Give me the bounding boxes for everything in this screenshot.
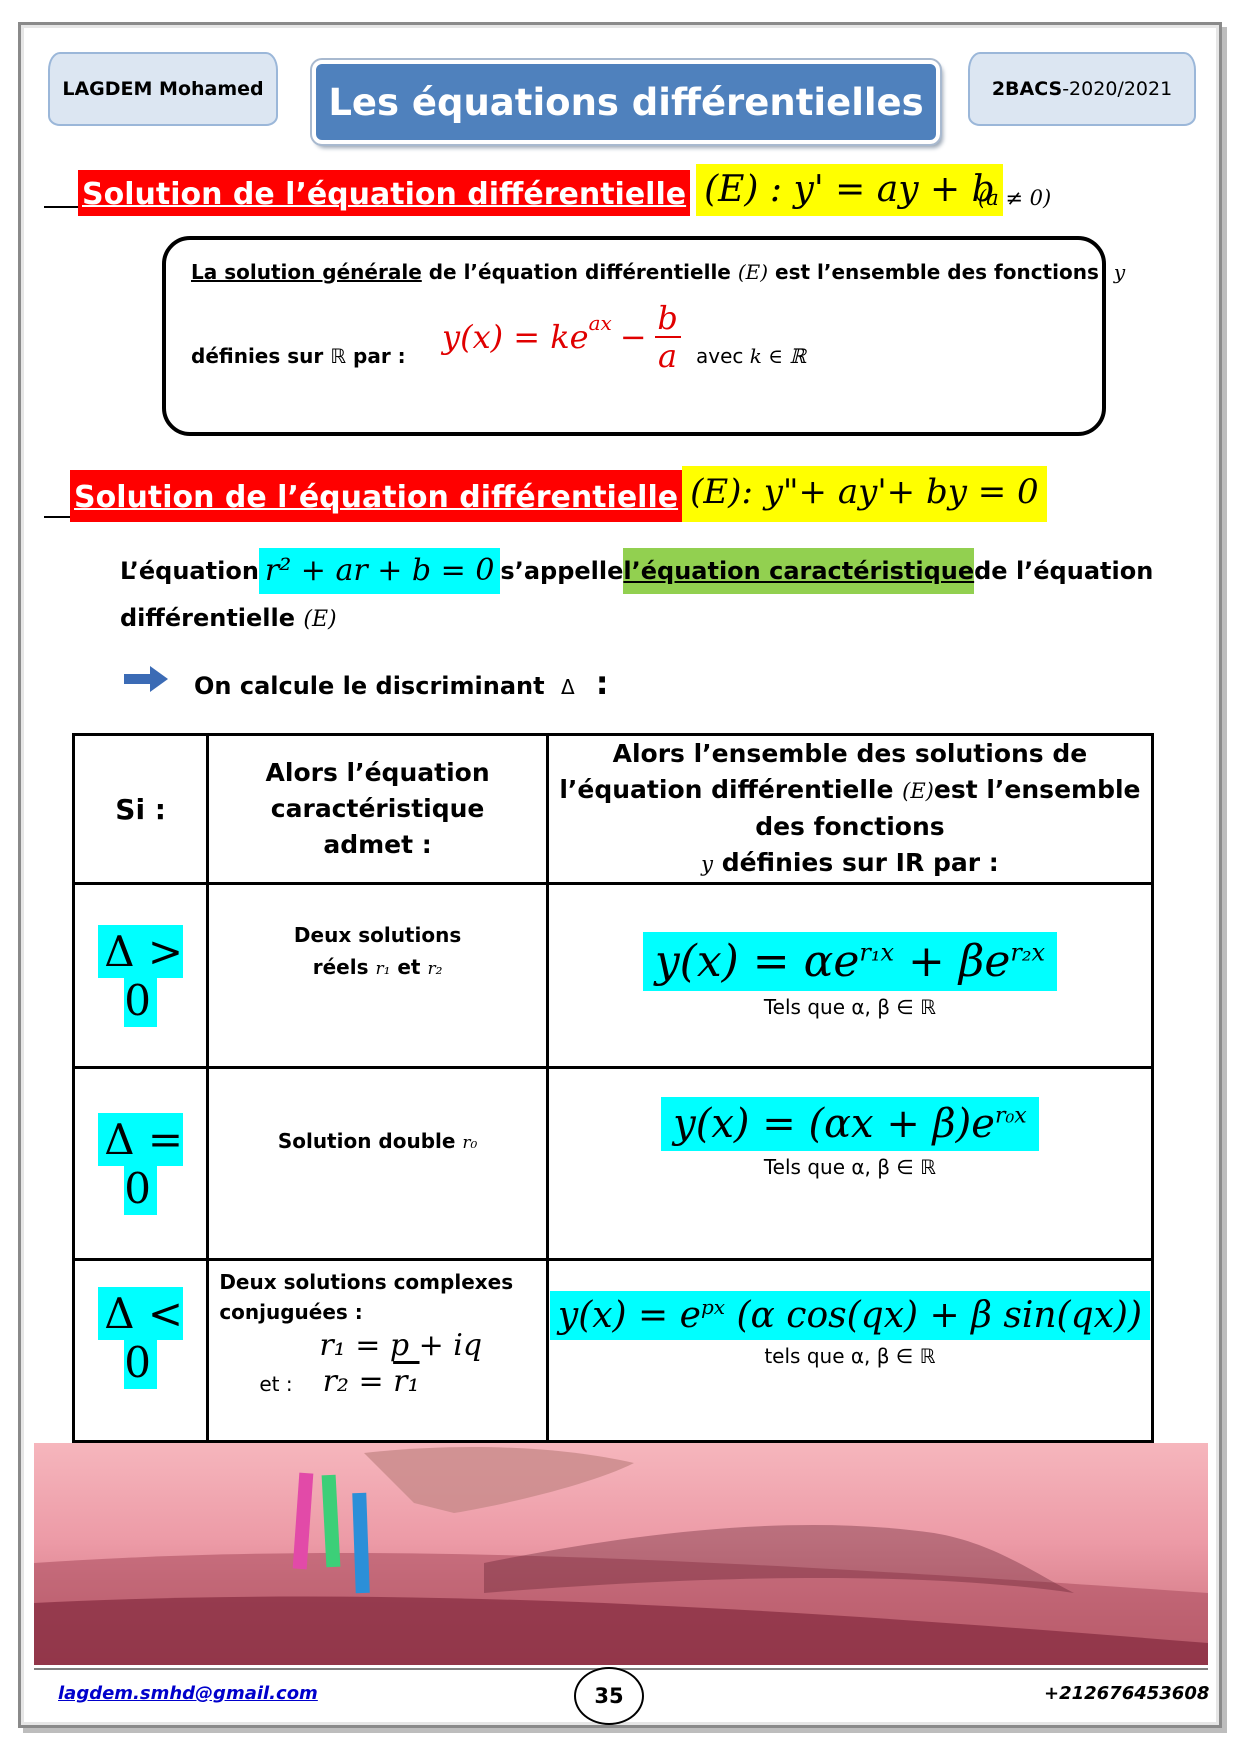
roots-cell: Deux solutions complexes conjuguées : r₁ = p + iq et : r₂ = r₁ — [208, 1260, 548, 1442]
general-solution-line2: définies sur ℝ par : — [191, 344, 406, 368]
r1-equation: r₁ = p + iq — [319, 1328, 483, 1363]
section2-equation: (E): y"+ ay'+ by = 0 — [682, 466, 1047, 522]
table-row — [74, 1260, 1153, 1442]
year-tab — [968, 52, 1196, 126]
cond-cell — [74, 1260, 208, 1442]
footer-phone: +212676453608 — [1044, 1683, 1210, 1704]
tels-que: Tels que α, β ∈ ℝ — [763, 1155, 936, 1179]
solution-cell — [547, 884, 1152, 1068]
author-tab — [48, 52, 278, 126]
delta-zero: Δ = 0 — [98, 1113, 183, 1215]
year-label: -2020/2021 — [1062, 78, 1173, 100]
header-si: Si : — [74, 735, 208, 884]
k-constraint: avec k ∈ ℝ — [696, 344, 807, 368]
table-row — [74, 1068, 1153, 1260]
page-number: 35 — [574, 1667, 644, 1725]
section1-equation: (E) : y' = ay + b — [696, 164, 1003, 216]
discriminant-line: On calcule le discriminant Δ : — [194, 664, 609, 702]
decorative-photo — [34, 1443, 1208, 1665]
author-name: LAGDEM Mohamed — [62, 78, 264, 100]
right-arrow-icon — [124, 666, 168, 692]
char-eq-line2: différentielle (E) — [120, 604, 337, 632]
roots-cell: Solution double r₀ — [208, 1068, 548, 1260]
solution-formula: $y(x) = (\alpha x + \beta)e^{r_0x}$ — [661, 1097, 1039, 1151]
section1-condition: (a ≠ 0) — [978, 186, 1052, 210]
tels-que: tels que α, β ∈ ℝ — [764, 1344, 936, 1368]
r2-equation: r₂ = — [322, 1364, 394, 1399]
characteristic-equation-label: l’équation caractéristique — [623, 548, 974, 594]
tels-que: Tels que α, β ∈ ℝ — [763, 995, 936, 1019]
solution-cell — [547, 1068, 1152, 1260]
solution-formula: $y(x) = \alpha e^{r_1x} + \beta e^{r_2x}$ — [643, 932, 1057, 991]
characteristic-equation: r² + ar + b = 0 — [259, 548, 501, 594]
roots-cell: Deux solutions réels r₁ et r₂ — [208, 884, 548, 1068]
solutions-table — [72, 733, 1154, 1443]
rulers-illustration — [34, 1443, 1208, 1665]
table-row — [74, 884, 1153, 1068]
level-label: 2BACS — [991, 78, 1063, 100]
header-char-eq: Alors l’équation caractéristique admet : — [208, 735, 548, 884]
section2-heading — [70, 466, 1047, 522]
solution-formula: $y(x) = e^{px}$ (α cos(qx) + β sin(qx)) — [550, 1291, 1150, 1340]
page-title: Les équations différentielles — [312, 60, 940, 144]
footer-email-link[interactable]: lagdem.smhd@gmail.com — [58, 1683, 318, 1704]
char-eq-line: L’équation r² + ar + b = 0 s’appelle l’équation caractéristique de l’équation — [120, 548, 1153, 594]
cond-cell — [74, 1068, 208, 1260]
cond-cell — [74, 884, 208, 1068]
general-solution-box — [162, 236, 1126, 436]
heading-rule-2 — [44, 516, 70, 518]
general-solution-formula: y(x) = ke $^{ax}$ − b a — [442, 300, 681, 374]
general-solution-line1: La solution générale de l’équation différentielle (E) est l’ensemble des fonctions y — [191, 260, 1126, 284]
table-header-row — [74, 735, 1153, 884]
section1-heading — [78, 164, 1003, 216]
delta-positive: Δ > 0 — [98, 925, 183, 1027]
delta-negative: Δ < 0 — [98, 1287, 183, 1389]
heading-rule — [44, 206, 78, 208]
section1-title: Solution de l’équation différentielle — [78, 170, 690, 216]
section2-title: Solution de l’équation différentielle — [70, 470, 682, 522]
header-solutions: Alors l’ensemble des solutions de l’équation différentielle (E)est l’ensemble des fonctions y définies sur IR par : — [547, 735, 1152, 884]
solution-cell — [547, 1260, 1152, 1442]
